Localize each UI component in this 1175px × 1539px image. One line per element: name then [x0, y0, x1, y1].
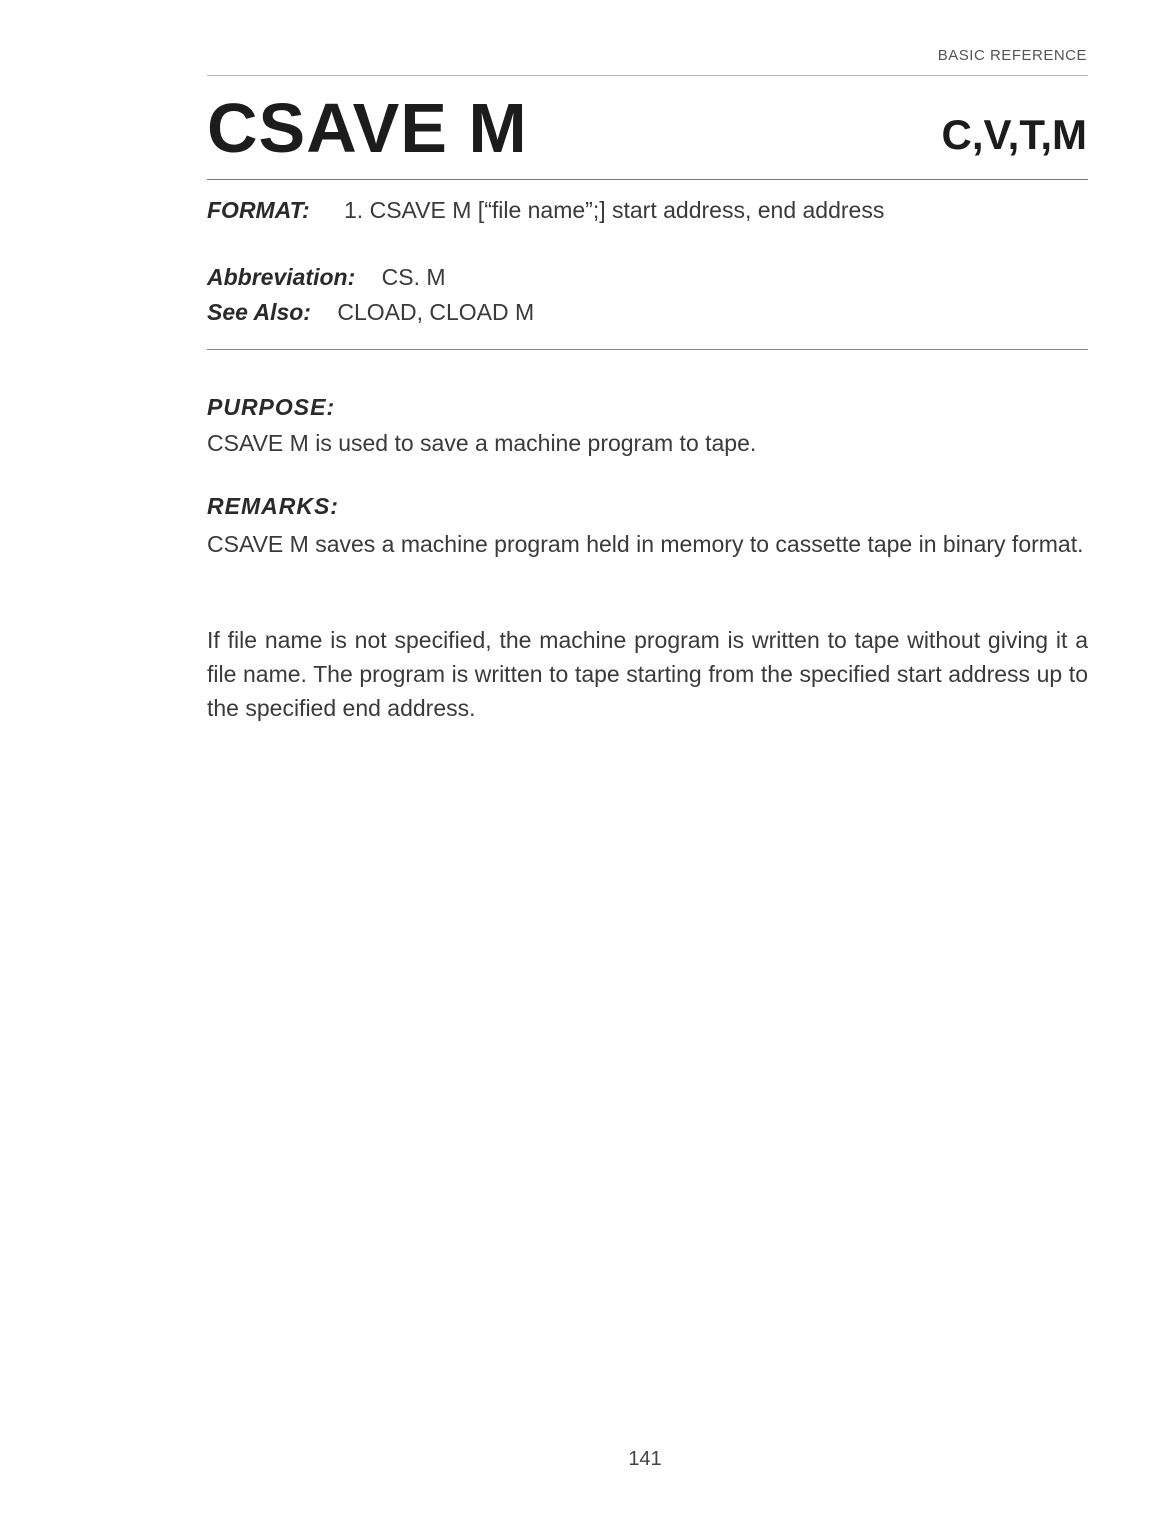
purpose-text: CSAVE M is used to save a machine program to tape. — [207, 430, 757, 456]
purpose-heading: PURPOSE: — [207, 394, 336, 420]
see-also-value: CLOAD, CLOAD M — [337, 299, 535, 325]
format-line — [207, 197, 884, 224]
page-number: 141 — [628, 1448, 662, 1470]
remarks-heading: REMARKS: — [207, 493, 339, 519]
machine-compatibility: C,V,T,M — [941, 111, 1087, 158]
header-rule — [207, 75, 1088, 76]
abbreviation-line — [207, 264, 446, 291]
see-also-label: See Also: — [207, 299, 311, 325]
remarks-paragraph: If file name is not specified, the machine program is written to tape without giving it a file name. The program is written to tape starting from the specified start address up to the specified end address. — [207, 627, 1088, 721]
format-label: FORMAT: — [207, 197, 310, 223]
title-rule — [207, 179, 1088, 180]
section-rule — [207, 349, 1088, 350]
format-number: 1. — [344, 197, 364, 223]
see-also-line — [207, 299, 534, 326]
running-header: BASIC REFERENCE — [937, 47, 1087, 64]
command-title: CSAVE M — [207, 89, 528, 167]
abbreviation-value: CS. M — [381, 264, 446, 290]
abbreviation-label: Abbreviation: — [207, 264, 356, 290]
remarks-paragraph: CSAVE M saves a machine program held in memory to cassette tape in binary format. — [207, 531, 1084, 557]
format-syntax: CSAVE M [“file name”;] start address, end address — [369, 197, 885, 223]
